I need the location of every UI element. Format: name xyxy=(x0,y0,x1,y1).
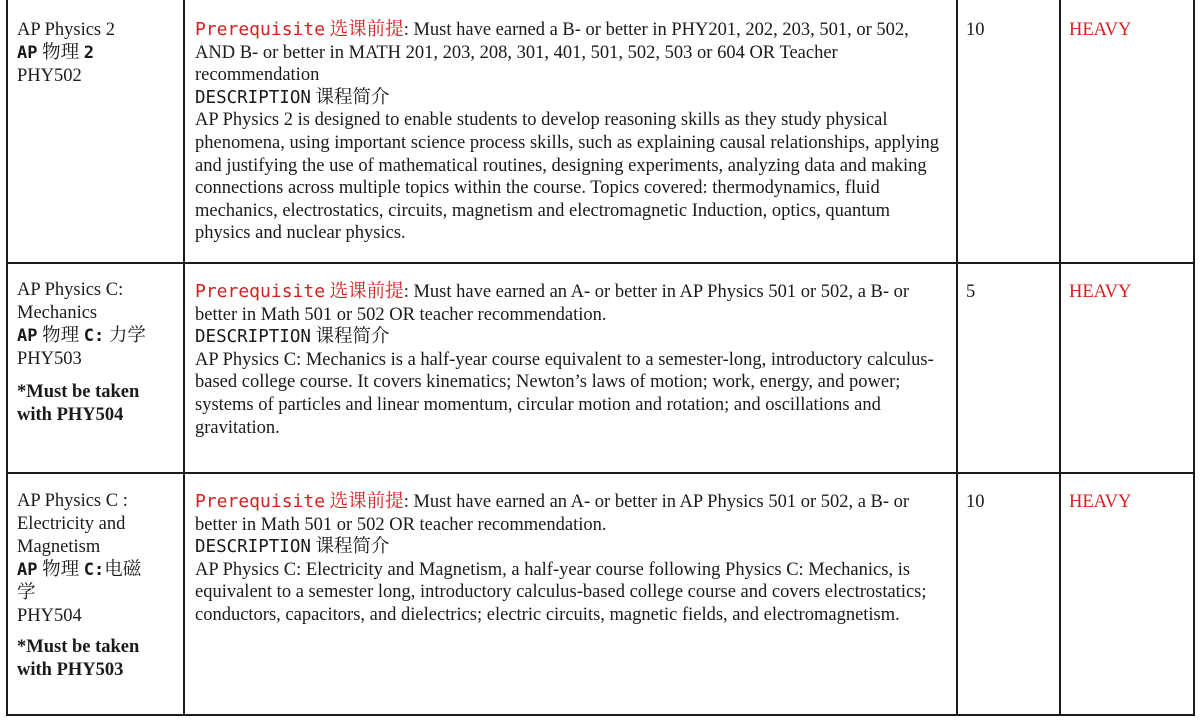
prerequisite-label-cn: 选课前提 xyxy=(325,282,404,302)
workload-cell: HEAVY xyxy=(1060,263,1194,473)
course-name-en-line1: AP Physics C: xyxy=(17,280,124,300)
course-name-en-line2: Electricity and xyxy=(17,514,126,534)
course-description-cell xyxy=(184,473,957,715)
units-cell: 5 xyxy=(957,263,1060,473)
course-code: PHY503 xyxy=(17,349,82,369)
prerequisite-text: Prerequisite 选课前提: Must have earned a B- or better in PHY201, 202, 203, 501, or 502, AND B- or better in MATH 201, 203, 208, 301, 401, 501, 502, 503 or 604 OR Teacher recommendation xyxy=(195,19,909,86)
course-code: PHY502 xyxy=(17,66,82,86)
course-description-cell xyxy=(184,263,957,473)
description-text: AP Physics 2 is designed to enable students to develop reasoning skills as they study physical phenomena, using important science process skills, such as explaining causal relationships, applying and justifying the use of mathematical routines, designing experiments, analyzing data and making connections across multiple topics within the course. Topics covered: thermodynamics, fluid mechanics, electrostatics, circuits, magnetism and electromagnetic Induction, optics, quantum physics and nuclear physics. xyxy=(195,110,939,244)
course-note: *Must be taken with PHY504 xyxy=(17,382,140,425)
units-cell: 10 xyxy=(957,0,1060,263)
prerequisite-label: Prerequisite xyxy=(195,19,326,40)
course-name-cell xyxy=(7,0,184,263)
units-cell: 10 xyxy=(957,473,1060,715)
course-name-en-line3: Magnetism xyxy=(17,537,101,557)
table-row xyxy=(7,473,1194,715)
prerequisite-text: Prerequisite 选课前提: Must have earned an A- or better in AP Physics 501 or 502, a B- or better in Math 501 or 502 OR teacher recommendation. xyxy=(195,491,910,535)
description-heading: DESCRIPTION 课程简介 xyxy=(195,87,390,108)
description-text: AP Physics C: Mechanics is a half-year course equivalent to a semester-long, introductory calculus-based college course. It covers kinematics; Newton’s laws of motion; work, energy, and power; systems of particles and linear momentum, circular motion and rotation; and oscillations and gravitation. xyxy=(195,349,934,438)
course-name-cell xyxy=(7,263,184,473)
course-name-cn-wrap: 学 xyxy=(17,583,36,603)
prerequisite-label: Prerequisite xyxy=(195,281,326,302)
course-name-cn: AP 物理 2 xyxy=(17,43,94,63)
description-text: AP Physics C: Electricity and Magnetism, a half-year course following Physics C: Mechanics, is equivalent to a semester long, introductory calculus-based college course and covers electrostatics; conductors, capacitors, and dielectrics; electric circuits, magnetic fields, and electromagnetism. xyxy=(195,559,927,625)
description-heading: DESCRIPTION 课程简介 xyxy=(195,537,390,558)
workload-cell: HEAVY xyxy=(1060,0,1194,263)
course-description-cell xyxy=(184,0,957,263)
prerequisite-label: Prerequisite xyxy=(195,491,326,512)
course-table xyxy=(6,0,1195,716)
table-row xyxy=(7,263,1194,473)
table-row xyxy=(7,0,1194,263)
course-name-en: AP Physics 2 xyxy=(17,20,116,40)
workload-cell: HEAVY xyxy=(1060,473,1194,715)
prerequisite-text: Prerequisite 选课前提: Must have earned an A- or better in AP Physics 501 or 502, a B- or better in Math 501 or 502 OR teacher recommendation. xyxy=(195,281,910,325)
prerequisite-label-cn: 选课前提 xyxy=(325,492,404,512)
course-code: PHY504 xyxy=(17,606,82,626)
course-note: *Must be taken with PHY503 xyxy=(17,637,140,680)
course-name-en-line1: AP Physics C : xyxy=(17,491,128,511)
prerequisite-label-cn: 选课前提 xyxy=(325,20,404,40)
course-name-cn: AP 物理 C:电磁 xyxy=(17,560,142,580)
course-name-en-line2: Mechanics xyxy=(17,303,98,323)
description-heading: DESCRIPTION 课程简介 xyxy=(195,327,390,348)
course-name-cell xyxy=(7,473,184,715)
course-name-cn: AP 物理 C: 力学 xyxy=(17,326,146,346)
